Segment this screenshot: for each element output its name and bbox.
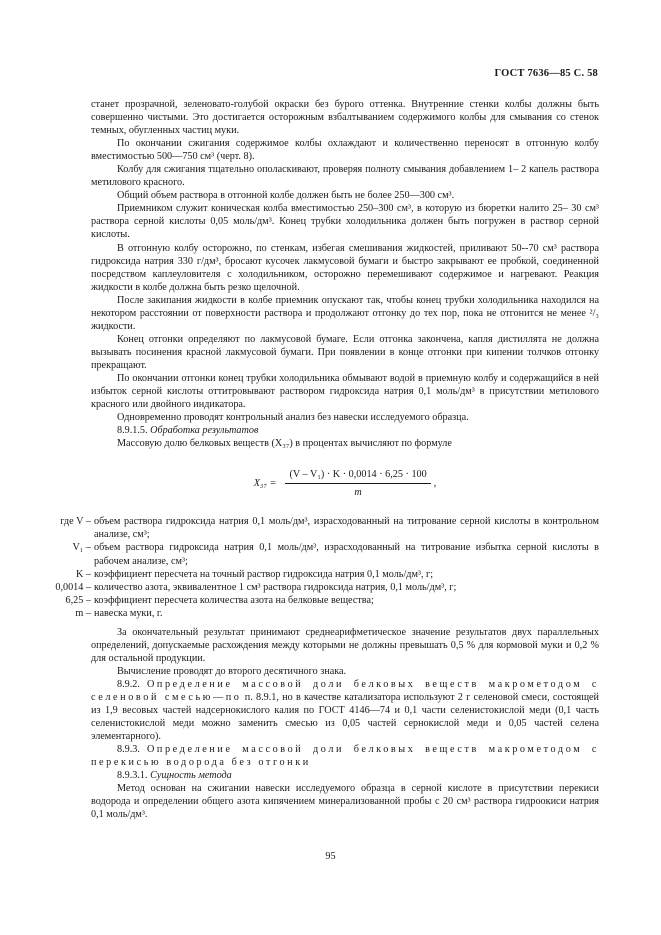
definition-symbol: 0,0014 – (55, 581, 91, 593)
formula-lhs: X₃₇ = (253, 478, 277, 490)
definition-text: объем раствора гидроксида натрия 0,1 моль/дм³, израсходованный на титрование избытка серной кислоты в рабочем анализе, см³; (94, 542, 599, 567)
paragraph: В отгонную колбу осторожно, по стенкам, избегая смешивания жидкостей, приливают 50--70 см³ раствора гидроксида натрия 330 г/дм³, бросают кусочек лакмусовой бумаги и быстро закрывают ее пробкой, соединенной посредством каплеуловителя с холодильником, осторожно перемешивают содержимое и нагревают. Реакция жидкости в колбе должна быть резко щелочной. (91, 242, 599, 293)
paragraph: Метод основан на сжигании навески исследуемого образца в серной кислоте в присутствии перекиси водорода и определении общего азота кипячением минерализованной пробы с 20 см³ раствора гидроокиси натрия 0,1 моль/дм³. (91, 783, 599, 821)
page-header: ГОСТ 7636—85 С. 58 (494, 68, 598, 79)
paragraph: Конец отгонки определяют по лакмусовой бумаге. Если отгонка закончена, капля дистиллята не должна вызывать посинения красной лакмусовой бумаги. При появлении в конце отгонки при кипении толчков отгонку прекращают. (91, 333, 599, 371)
definition-item (60, 515, 599, 541)
section-title: Сущность метода (150, 770, 232, 782)
paragraph: Приемником служит коническая колба вместимостью 250–300 см³, в которую из бюретки налито 25– 30 см³ раствора серной кислоты 0,05 моль/дм³. Конец трубки холодильника должен быть погружен в раствор серной кислоты. (91, 203, 599, 241)
definition-text: коэффициент пересчета на точный раствор гидроксида натрия 0,1 моль/дм³, г; (94, 568, 434, 580)
definitions-list (55, 515, 599, 619)
paragraph: Вычисление проводят до второго десятичного знака. (117, 665, 347, 677)
definition-symbol: K – (76, 568, 91, 580)
section-title: Обработка результатов (150, 425, 259, 437)
section-heading (91, 769, 599, 782)
section-number: 8.9.3.1. (117, 770, 148, 782)
definition-text: коэффициент пересчета количества азота на белковые вещества; (94, 594, 374, 606)
definition-text: количество азота, эквивалентное 1 см³ раствора гидроксида натрия, 0,1 моль/дм³, г; (94, 581, 457, 593)
section-number: 8.9.3. (117, 744, 140, 756)
definition-item (75, 607, 599, 620)
page-number: 95 (325, 851, 336, 862)
body-text (55, 98, 600, 821)
section-paragraph (91, 678, 599, 743)
formula-numerator: (V – V₁) · K · 0,0014 · 6,25 · 100 (285, 468, 430, 484)
definition-symbol: V₁ – (72, 542, 91, 554)
paragraph: станет прозрачной, зеленовато-голубой окраски без бурого оттенка. Внутренние стенки колбы должны быть совершенно чистыми. Это достигается осторожным взбалтыванием содержимого колбы для смывания со стенок темных, обугленных частиц муки. (91, 99, 599, 137)
paragraph: Одновременно проводят контрольный анализ без навески исследуемого образца. (117, 412, 469, 424)
formula (91, 468, 599, 499)
paragraph: Общий объем раствора в отгонной колбе должен быть не более 250—300 см³. (117, 190, 455, 202)
definition-symbol: 6,25 – (65, 594, 91, 606)
section-heading (91, 743, 599, 769)
definition-symbol: m – (75, 607, 91, 619)
paragraph: За окончательный результат принимают среднеарифметическое значение результатов двух параллельных определений, допускаемые расхождения между которыми не должны превышать 0,5 % для кормовой муки и 0,2 % для остальной продукции. (91, 626, 599, 664)
definition-item (55, 581, 599, 594)
definition-item (65, 594, 599, 607)
formula-fraction (285, 468, 430, 499)
paragraph: Колбу для сжигания тщательно ополаскивают, проверяя полноту смывания добавлением 1– 2 капель раствора метилового красного. (91, 164, 599, 189)
definition-text: навеска муки, г. (94, 607, 163, 619)
paragraph: По окончании сжигания содержимое колбы охлаждают и количественно переносят в отгонную колбу вместимостью 500—750 см³ (черт. 8). (91, 138, 599, 163)
section-title: Определение массовой доли белковых веществ макрометодом с селеновой смесью—по (91, 678, 600, 703)
paragraph: Массовую долю белковых веществ (X₃₇) в процентах вычисляют по формуле (117, 438, 452, 450)
section-text: п. 8.9.1, но в качестве катализатора используют 2 г селеновой смеси, состоящей из 1,9 весовых частей надсернокислого калия по ГОСТ 4146—74 и 0,1 части селенистокислой меди (0,1 часть селенистокислой меди можно заменить смесью из 0,05 частей сернокислой меди и 0,05 частей селена элементарного). (91, 691, 600, 743)
definition-symbol: где V – (60, 516, 91, 528)
definition-item (76, 568, 599, 581)
definition-item (72, 541, 599, 567)
paragraph: После закипания жидкости в колбе приемник опускают так, чтобы конец трубки холодильника находился на некотором расстоянии от поверхности раствора и продолжают отгонку до тех пор, пока не отгонится не менее ²/₃ жидкости. (91, 294, 599, 332)
section-number: 8.9.1.5. (117, 425, 148, 437)
section-title: Определение массовой доли белковых веществ макрометодом с перекисью водорода без отгонки (91, 744, 600, 769)
section-number: 8.9.2. (117, 678, 140, 690)
section-heading (91, 424, 599, 437)
formula-tail: , (433, 478, 437, 490)
formula-denominator: m (354, 487, 362, 499)
definition-text: объем раствора гидроксида натрия 0,1 моль/дм³, израсходованный на титрование серной кислоты в контрольном анализе, см³; (94, 516, 599, 541)
paragraph: По окончании отгонки конец трубки холодильника обмывают водой в приемную колбу и содержащийся в ней избыток серной кислоты оттитровывают раствором гидроксида натрия 0,1 моль/дм³ в присутствии метилового красного или двойного индикатора. (91, 372, 599, 411)
